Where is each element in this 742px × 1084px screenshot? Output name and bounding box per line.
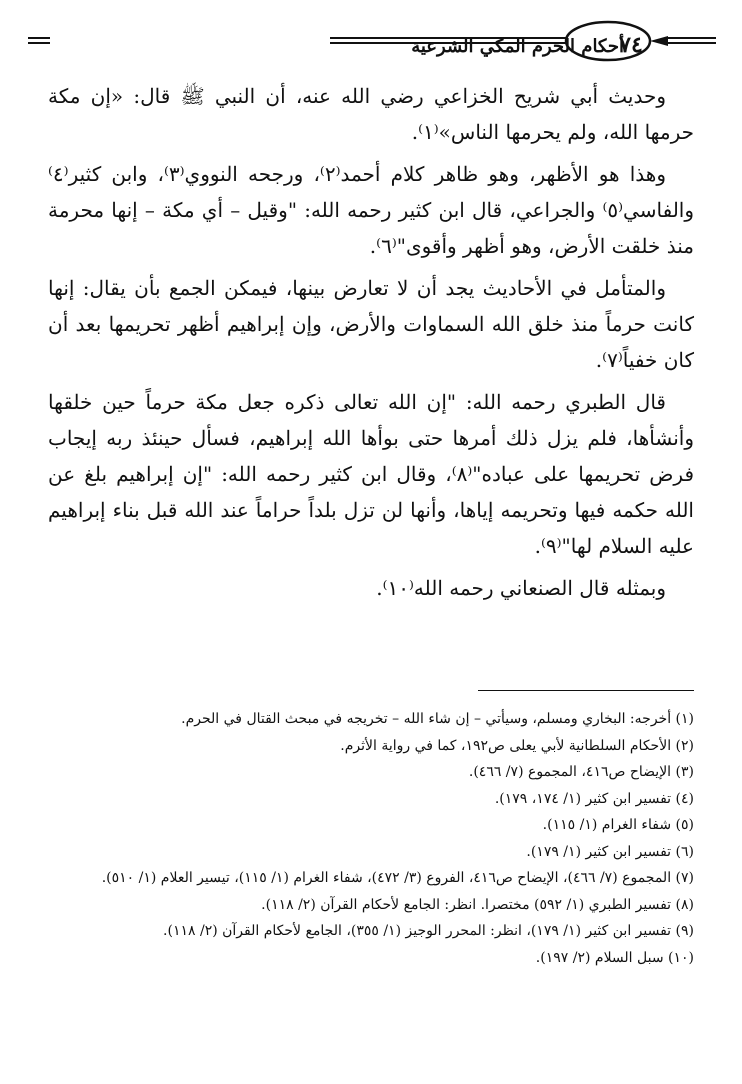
body-text <box>48 78 694 612</box>
footnote: (١٠) سبل السلام (٢/ ١٩٧). <box>535 949 694 966</box>
page-number: ٧٤ <box>619 32 643 58</box>
footnote: (٩) تفسير ابن كثير (١/ ١٧٩)، انظر: المحرر الوجيز (١/ ٣٥٥)، الجامع لأحكام القرآن (٢/ ١١٨). <box>163 923 694 939</box>
body-paragraph: وبمثله قال الصنعاني رحمه الله⁽١٠⁾. <box>376 576 666 600</box>
body-paragraph: وهذا هو الأظهر، وهو ظاهر كلام أحمد⁽٢⁾، ورجحه النووي⁽٣⁾، وابن كثير⁽٤⁾ والفاسي⁽٥⁾ والجراعي، قال ابن كثير رحمه الله: "وقيل – أي مكة – إنها محرمة منذ خلقت الأرض، وهو أظهر وأقوى"⁽٦⁾. <box>48 162 694 258</box>
footnote: (٤) تفسير ابن كثير (١/ ١٧٤، ١٧٩). <box>494 790 694 807</box>
footnotes <box>30 706 694 971</box>
body-paragraph: قال الطبري رحمه الله: "إن الله تعالى ذكره جعل مكة حرماً حين خلقها وأنشأها، فلم يزل ذلك أمرها حتى بوأها الله إبراهيم، فسأل حينئذ ربه إيجاب فرض تحريمها على عباده"⁽٨⁾، وقال ابن كثير رحمه الله: "إن إبراهيم بلغ عن الله حكمه فيها وتحريمه إياها، وأنها لن تزل بلداً حراماً عند الله قبل بناء إبراهيم عليه السلام لها"⁽٩⁾. <box>48 390 695 558</box>
footnote: (٥) شفاء الغرام (١/ ١١٥). <box>542 817 694 833</box>
footnote: (٣) الإيضاح ص٤١٦، المجموع (٧/ ٤٦٦). <box>468 764 694 780</box>
body-paragraph: وحديث أبي شريح الخزاعي رضي الله عنه، أن النبي ﷺ قال: «إن مكة حرمها الله، ولم يحرمها الناس»⁽١⁾. <box>48 84 694 144</box>
footnote: (٢) الأحكام السلطانية لأبي يعلى ص١٩٢، كما في رواية الأثرم. <box>340 737 694 754</box>
body-paragraph: والمتأمل في الأحاديث يجد أن لا تعارض بينها، فيمكن الجمع بأن يقال: إنها كانت حرماً منذ خلق الله السماوات والأرض، وإن إبراهيم أظهر تحريمها بعد أن كان خفياً⁽٧⁾. <box>48 276 694 372</box>
footnote: (٦) تفسير ابن كثير (١/ ١٧٩). <box>526 843 694 860</box>
footnote: (٨) تفسير الطبري (١/ ٥٩٢) مختصرا. انظر: الجامع لأحكام القرآن (٢/ ١١٨). <box>261 896 694 913</box>
footnote: (٧) المجموع (٧/ ٤٦٦)، الإيضاح ص٤١٦، الفروع (٣/ ٤٧٢)، شفاء الغرام (١/ ١١٥)، تيسير العلام (١/ ٥١٠). <box>101 870 694 886</box>
page-header <box>28 14 716 70</box>
footnote-divider <box>478 690 694 691</box>
footnote: (١) أخرجه: البخاري ومسلم، وسيأتي – إن شاء الله – تخريجه في مبحث القتال في الحرم. <box>181 711 694 727</box>
running-title: أحكام الحرم المكي الشرعية <box>411 36 624 57</box>
